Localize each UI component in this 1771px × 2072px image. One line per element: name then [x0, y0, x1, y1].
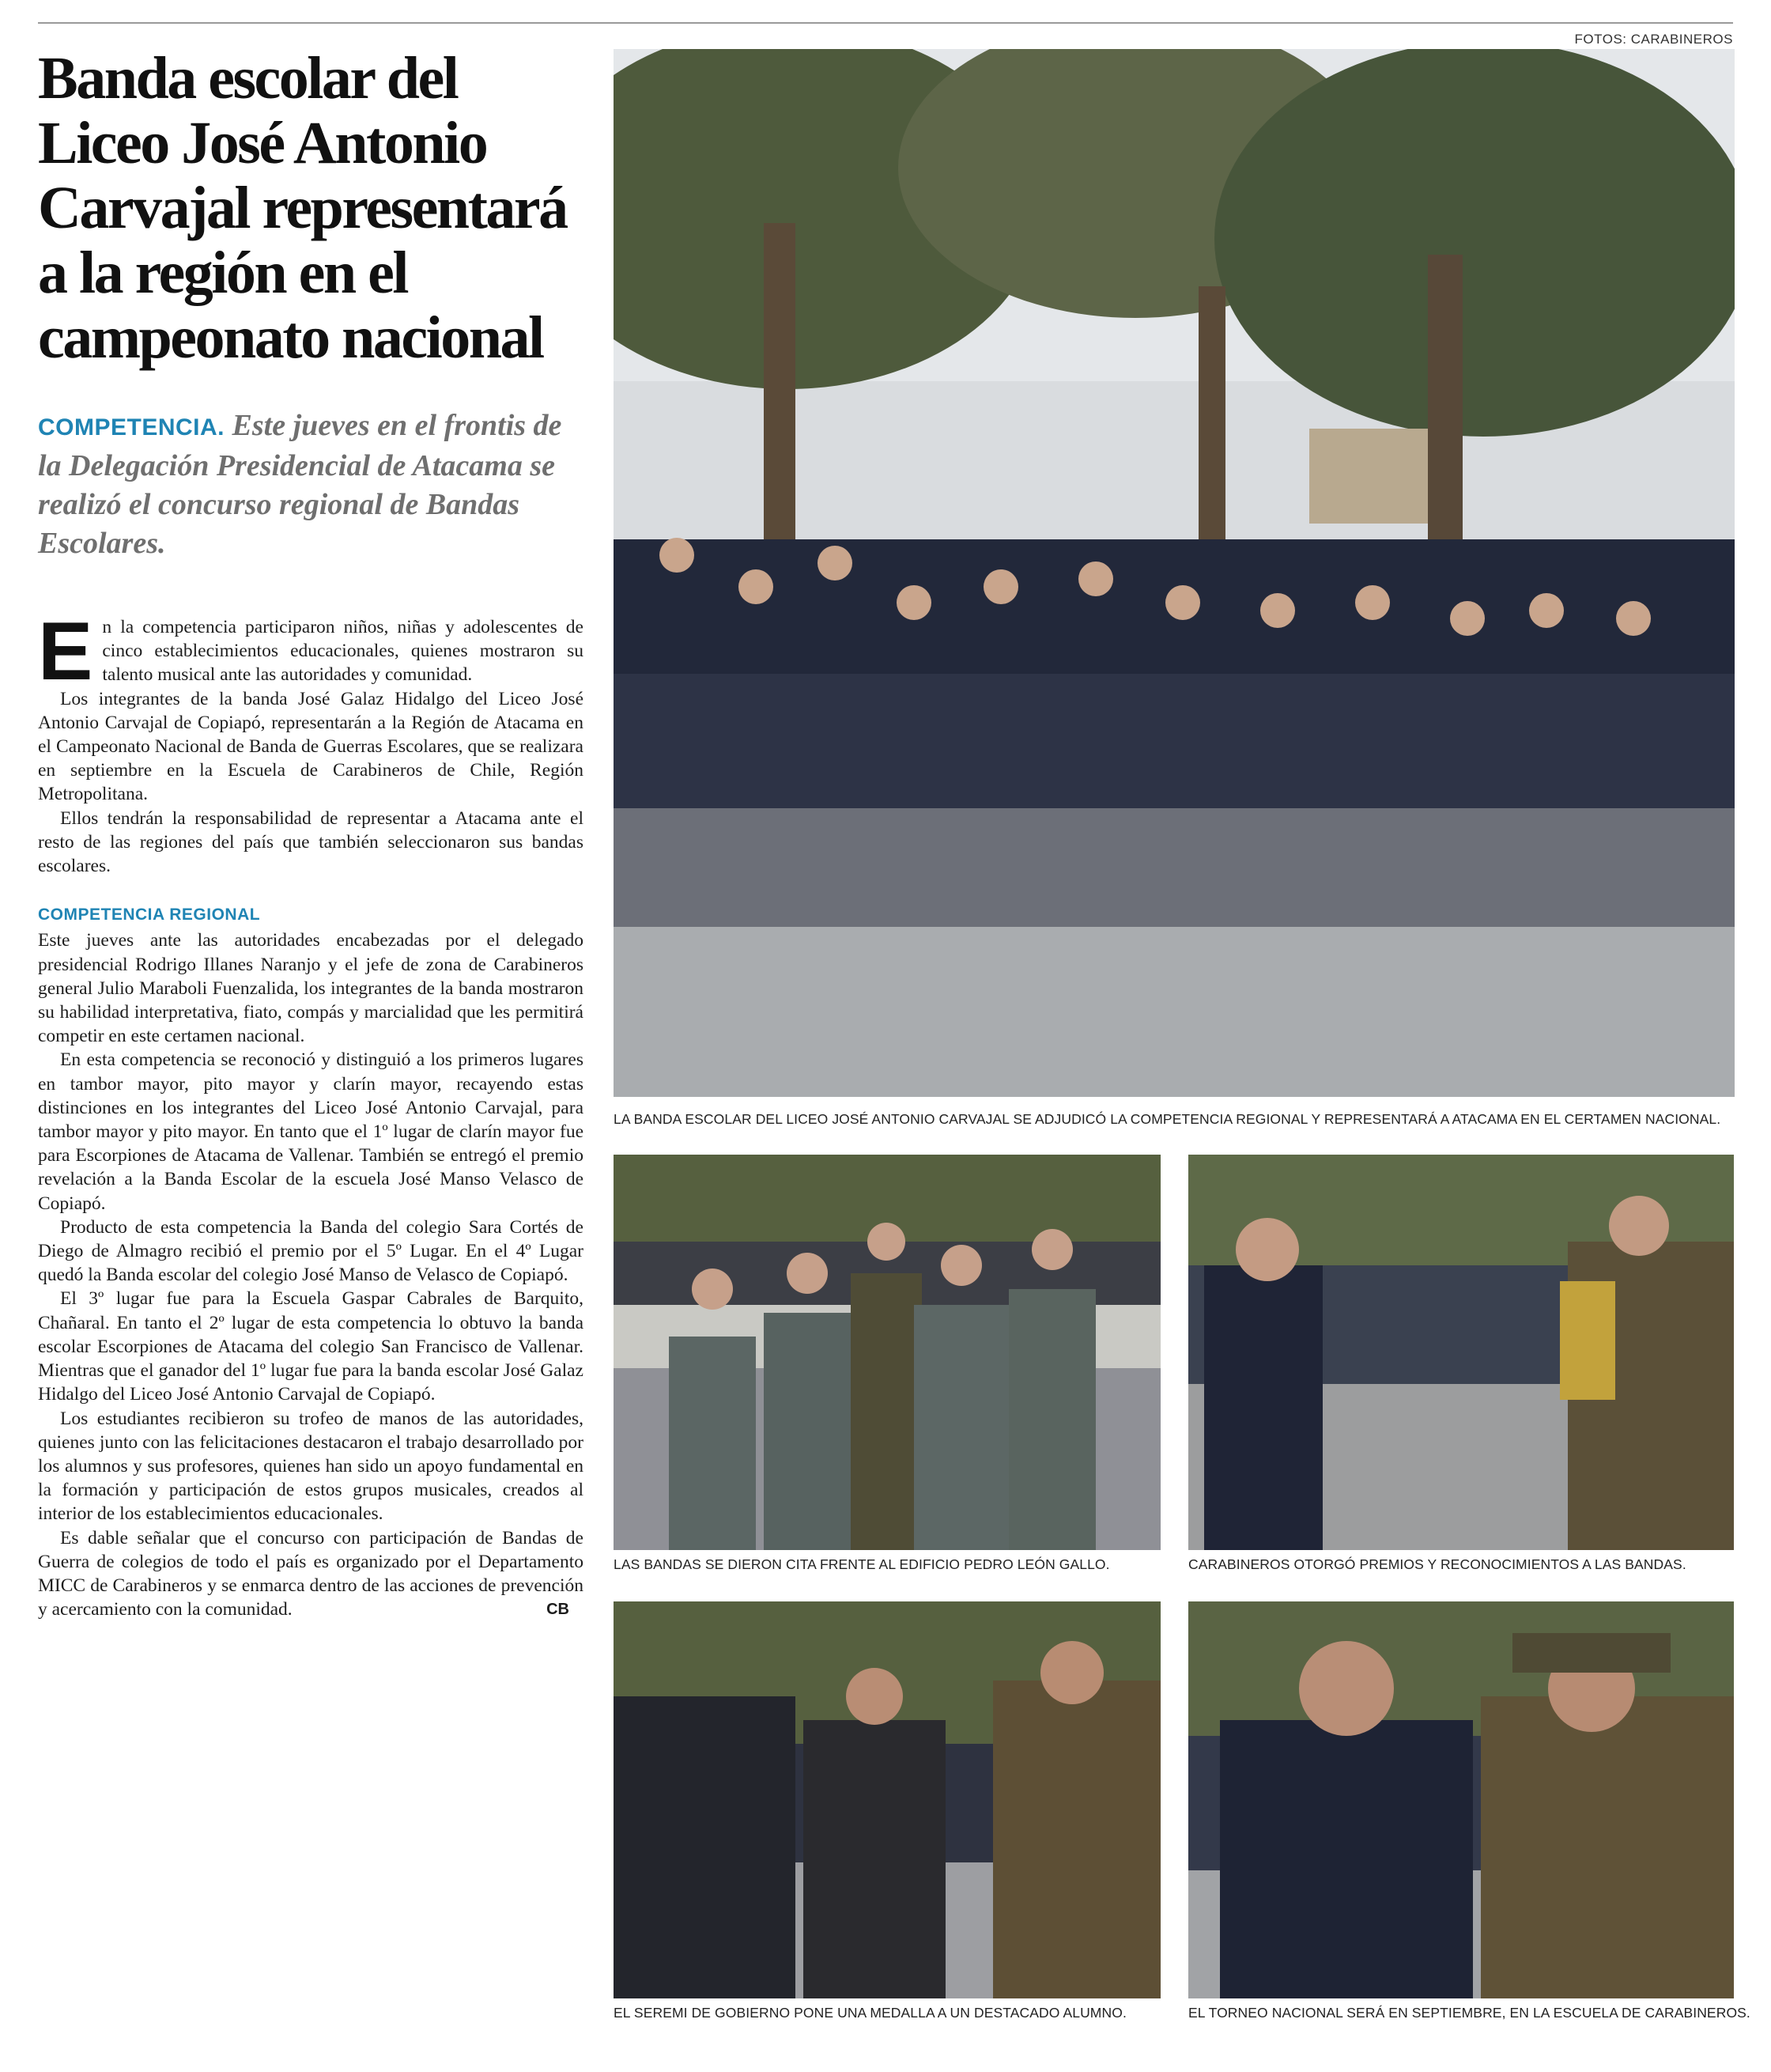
headline: Banda escolar del Liceo José Antonio Carvajal representará a la región en el campeonato nacional — [38, 45, 567, 371]
article-column — [38, 46, 583, 1621]
paragraph-7: El 3º lugar fue para la Escuela Gaspar Cabrales de Barquito, Chañaral. En tanto el 2º lugar de esta competencia lo obtuvo la banda escolar Escorpiones de Atacama del colegio San Francisco de Vallenar. Mientras que el ganador del 1º lugar fue para la banda escolar José Galaz Hidalgo del Liceo José Antonio Carvajal de Copiapó. — [38, 1288, 583, 1405]
photo-3 — [1188, 1155, 1734, 1550]
paragraph-5: En esta competencia se reconoció y distinguió a los primeros lugares en tambor mayor, pito mayor y clarín mayor, recayendo estas distinciones en los integrantes del Liceo José Antonio Carvajal, para tambor mayor y pito mayor. En tanto que el 1º lugar de clarín mayor fue para Escorpiones de Atacama de Vallenar. También se entregó el premio revelación a la Banda Escolar de la escuela José Manso Velasco de Copiapó. — [38, 1049, 583, 1214]
deck-kicker: COMPETENCIA. — [38, 414, 225, 440]
caption-main: LA BANDA ESCOLAR DEL LICEO JOSÉ ANTONIO CARVAJAL SE ADJUDICÓ LA COMPETENCIA REGIONAL Y REPRESENTARÁ A ATACAMA EN EL CERTAMEN NACIONAL. — [614, 1111, 1721, 1127]
article-body — [38, 606, 583, 1621]
caption-photo-2: LAS BANDAS SE DIERON CITA FRENTE AL EDIFICIO PEDRO LEÓN GALLO. — [614, 1556, 1110, 1572]
photo-credit: FOTOS: CARABINEROS — [1574, 32, 1733, 47]
paragraph-3: Ellos tendrán la responsabilidad de representar a Atacama ante el resto de las regiones del país que también seleccionaron sus bandas escolares. — [38, 807, 583, 877]
deck — [38, 406, 583, 563]
paragraph-8: Los estudiantes recibieron su trofeo de manos de las autoridades, quienes junto con las felicitaciones destacaron el trabajo desarrollado por los alumnos y sus profesores, quienes han sido un apoyo fundamental en la formación y participación de estos grupos musicales, creados al interior de los establecimientos educacionales. — [38, 1408, 583, 1525]
photo-2 — [614, 1155, 1161, 1550]
caption-photo-3: CARABINEROS OTORGÓ PREMIOS Y RECONOCIMIENTOS A LAS BANDAS. — [1188, 1556, 1686, 1572]
photo-4 — [614, 1601, 1161, 1998]
subhead: COMPETENCIA REGIONAL — [38, 906, 261, 924]
end-mark: CB — [546, 1601, 569, 1619]
paragraph-9-text: Es dable señalar que el concurso con participación de Bandas de Guerra de colegios de todo el país es organizado por el Departamento MICC de Carabineros y se enmarca dentro de las acciones de prevención y acercamiento con la comunidad. — [38, 1527, 583, 1620]
deck-text: Este jueves en el frontis de la Delegación Presidencial de Atacama se realizó el concurso regional de Bandas Escolares. — [38, 409, 562, 560]
caption-photo-5: EL TORNEO NACIONAL SERÁ EN SEPTIEMBRE, EN LA ESCUELA DE CARABINEROS. — [1188, 2005, 1750, 2021]
photo-5 — [1188, 1601, 1734, 1998]
paragraph-4: Este jueves ante las autoridades encabezadas por el delegado presidencial Rodrigo Illanes Naranjo y el jefe de zona de Carabineros general Julio Maraboli Fuenzalida, los integrantes de la banda mostraron su habilidad interpretativa, fiato, compás y marcialidad que les permitirá competir en este certamen nacional. — [38, 930, 583, 1047]
paragraph-6: Producto de esta competencia la Banda del colegio Sara Cortés de Diego de Almagro recibió el premio por el 5º Lugar. En el 4º Lugar quedó la Banda escolar del colegio José Manso de Velasco de Copiapó. — [38, 1216, 583, 1286]
top-rule — [38, 22, 1733, 24]
paragraph-2: Los integrantes de la banda José Galaz Hidalgo del Liceo José Antonio Carvajal de Copiapó, representarán a la Región de Atacama en el Campeonato Nacional de Banda de Guerras Escolares, que se realizara en septiembre en la Escuela de Carabineros de Chile, Región Metropolitana. — [38, 688, 583, 805]
paragraph-1-text: n la competencia participaron niños, niñas y adolescentes de cinco establecimientos educacionales, quienes mostraron su talento musical ante las autoridades y comunidad. — [102, 617, 583, 686]
paragraph-1 — [38, 606, 583, 698]
main-photo — [614, 49, 1735, 1097]
drop-cap: E — [38, 606, 93, 698]
paragraph-9 — [38, 1526, 583, 1622]
caption-photo-4: EL SEREMI DE GOBIERNO PONE UNA MEDALLA A UN DESTACADO ALUMNO. — [614, 2005, 1127, 2021]
